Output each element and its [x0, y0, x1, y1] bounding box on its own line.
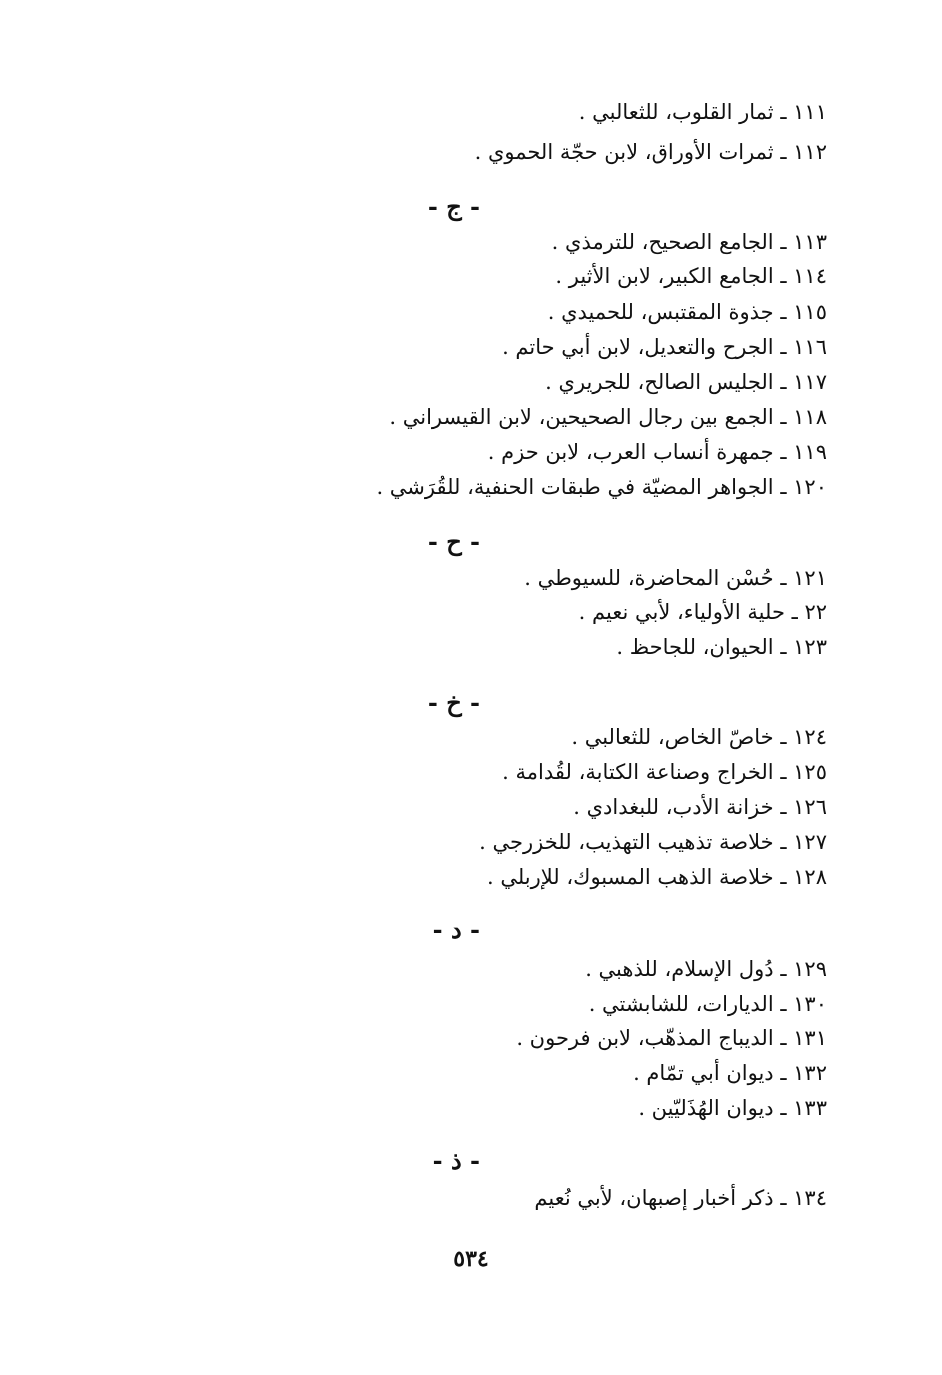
- list-item: ١٢٥ ـ الخراج وصناعة الكتابة، لقُدامة .: [502, 760, 827, 784]
- list-item: ١٢٩ ـ دُول الإسلام، للذهبي .: [585, 957, 827, 981]
- list-item: ١١٩ ـ جمهرة أنساب العرب، لابن حزم .: [487, 440, 827, 464]
- list-item: ١٣٣ ـ ديوان الهُذَليّين .: [638, 1096, 827, 1120]
- list-item: ١١٤ ـ الجامع الكبير، لابن الأثير .: [555, 264, 827, 288]
- list-item: ١١٦ ـ الجرح والتعديل، لابن أبي حاتم .: [502, 335, 827, 359]
- list-item: ١٢٦ ـ خزانة الأدب، للبغدادي .: [573, 795, 827, 819]
- list-item: ١١٧ ـ الجليس الصالح، للجريري .: [545, 370, 827, 394]
- list-item: ١٢٠ ـ الجواهر المضيّة في طبقات الحنفية، للقُرَشي .: [376, 475, 827, 499]
- section-heading: - د -: [432, 915, 480, 944]
- list-item: ١٣١ ـ الديباج المذهّب، لابن فرحون .: [516, 1026, 827, 1050]
- list-item: ١١٢ ـ ثمرات الأوراق، لابن حجّة الحموي .: [474, 140, 827, 164]
- list-item: ١٣٠ ـ الديارات، للشابشتي .: [588, 992, 827, 1016]
- list-item: ١١٥ ـ جذوة المقتبس، للحميدي .: [547, 300, 827, 324]
- section-heading: - خ -: [427, 688, 480, 717]
- list-item: ١٢٨ ـ خلاصة الذهب المسبوك، للإربلي .: [486, 865, 827, 889]
- list-item: ١٢١ ـ حُسْن المحاضرة، للسيوطي .: [524, 566, 827, 590]
- list-item: ١١٨ ـ الجمع بين رجال الصحيحين، لابن القيسراني .: [389, 405, 827, 429]
- list-item: ١٣٢ ـ ديوان أبي تمّام .: [633, 1061, 827, 1085]
- section-heading: - ح -: [427, 527, 480, 556]
- list-item: ١٢٤ ـ خاصّ الخاص، للثعالبي .: [571, 725, 827, 749]
- list-item: ٢٢ ـ حلية الأولياء، لأبي نعيم .: [578, 600, 827, 624]
- list-item: ١٢٣ ـ الحيوان، للجاحظ .: [616, 635, 827, 659]
- section-heading: - ج -: [427, 192, 480, 221]
- section-heading: - ذ -: [432, 1146, 480, 1175]
- list-item: ١٣٤ ـ ذكر أخبار إصبهان، لأبي نُعيم: [534, 1186, 827, 1210]
- list-item: ١١١ ـ ثمار القلوب، للثعالبي .: [578, 100, 827, 124]
- list-item: ١١٣ ـ الجامع الصحيح، للترمذي .: [551, 230, 827, 254]
- list-item: ١٢٧ ـ خلاصة تذهيب التهذيب، للخزرجي .: [479, 830, 827, 854]
- page-number: ٥٣٤: [453, 1246, 489, 1272]
